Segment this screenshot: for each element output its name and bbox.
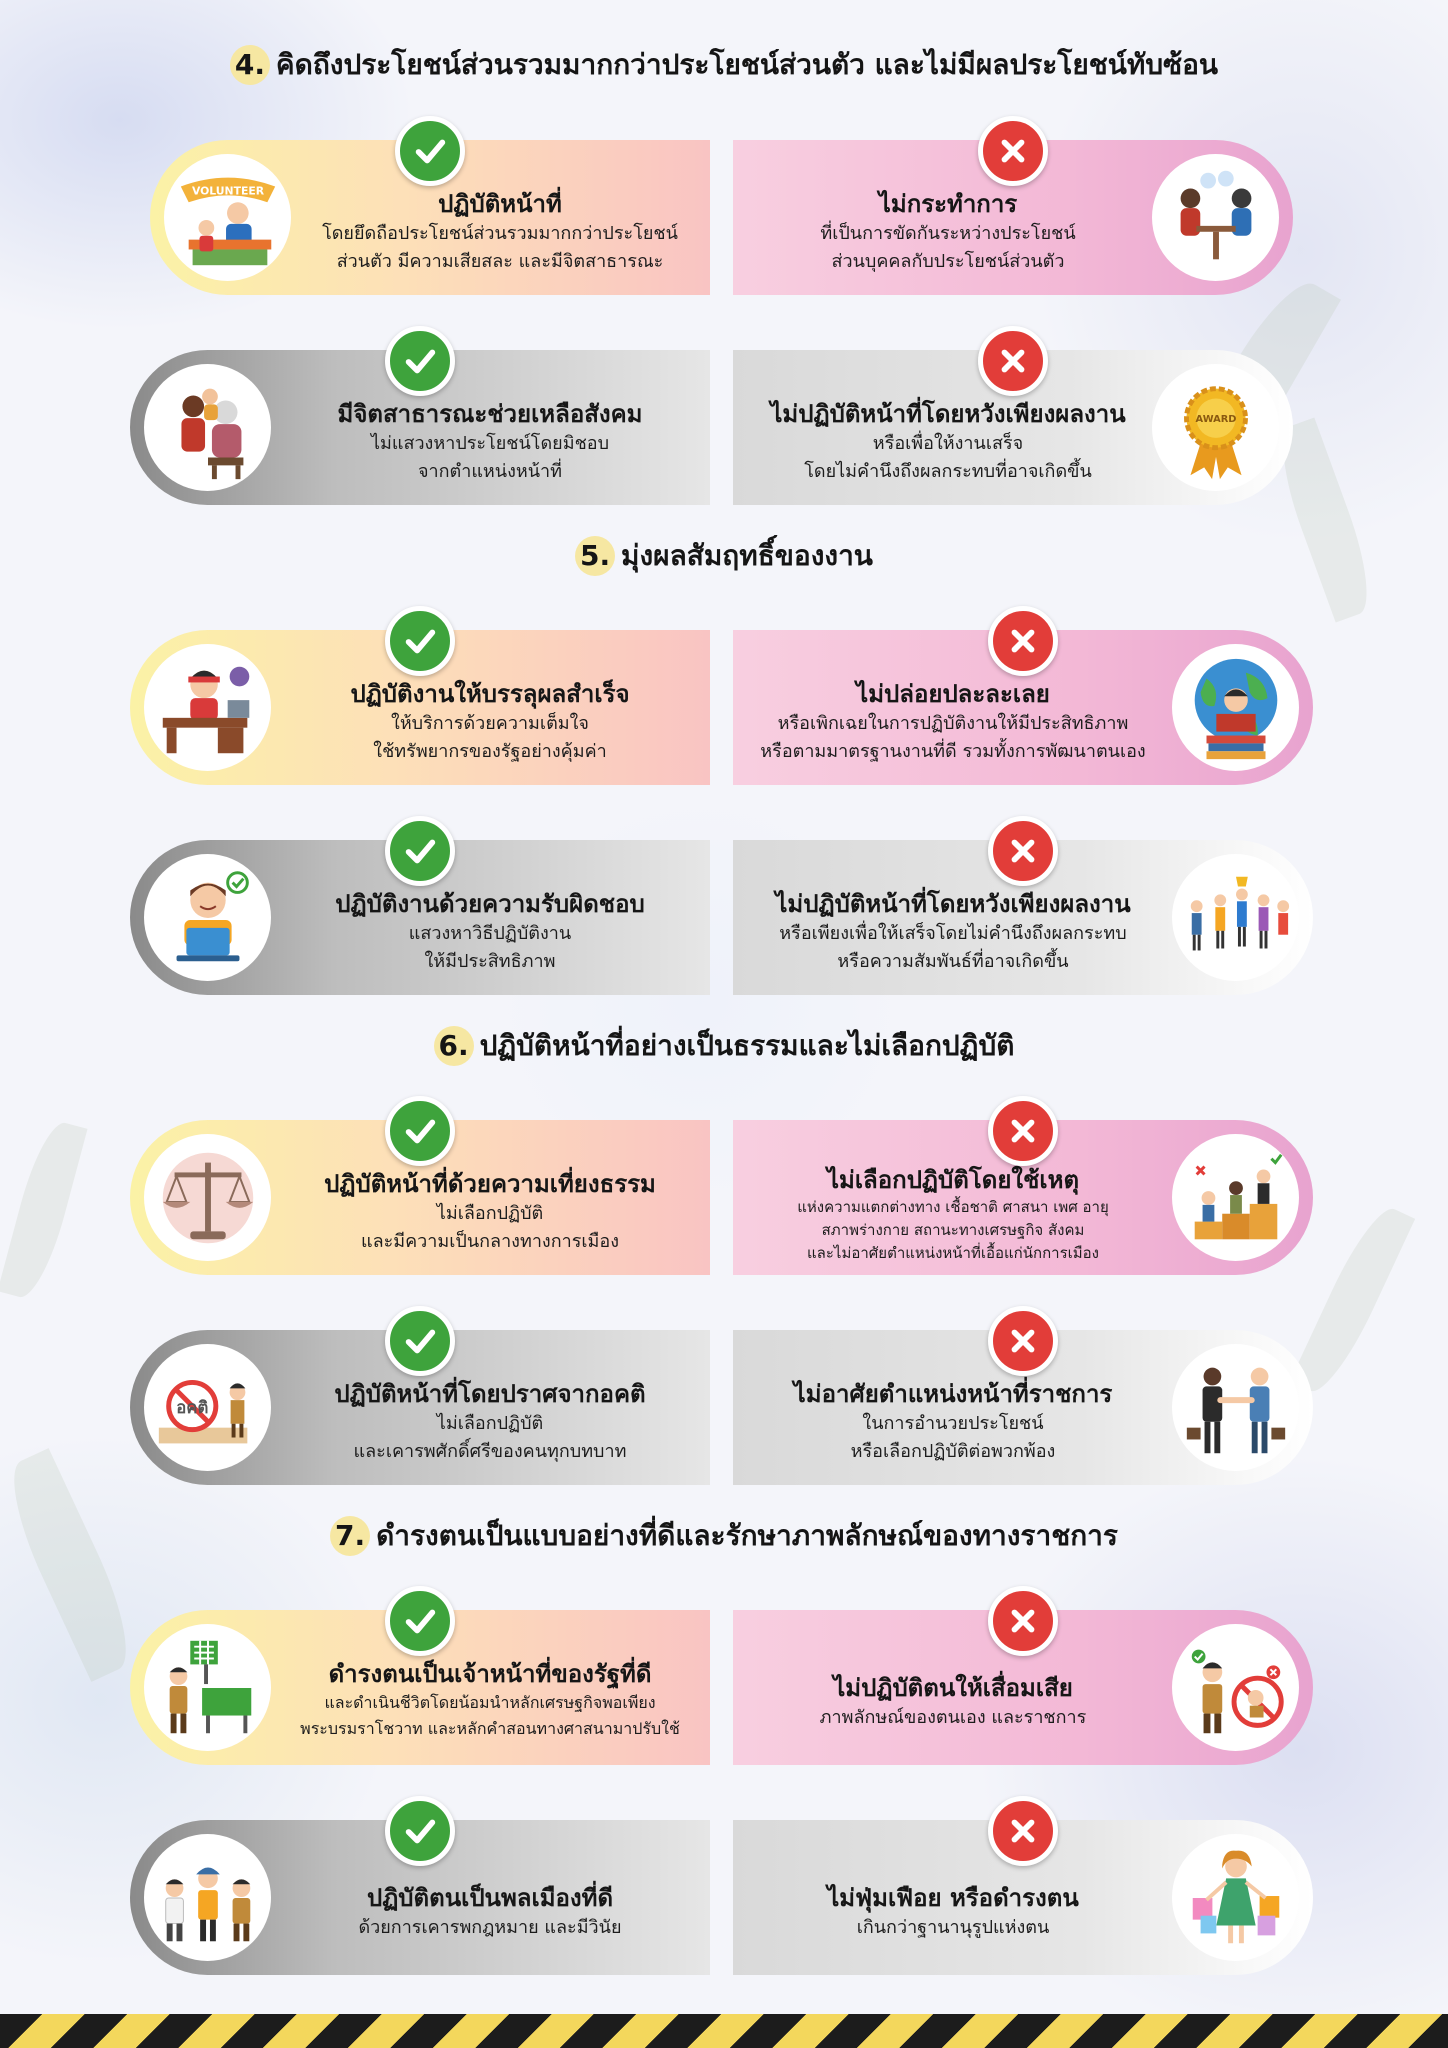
card-text (290, 1882, 690, 1942)
card-title: ไม่อาศัยตำแหน่งหน้าที่ราชการ (793, 1380, 1113, 1408)
card-desc-line: โดยไม่คำนึงถึงผลกระทบที่อาจเกิดขึ้น (804, 461, 1092, 482)
check-icon (385, 1306, 455, 1376)
card-desc-line: ส่วนบุคคลกับประโยชน์ส่วนตัว (831, 251, 1065, 272)
card-desc-line: ภาพลักษณ์ของตนเอง และราชการ (819, 1707, 1087, 1728)
card-do-good-officer (130, 1610, 710, 1765)
card-text (300, 188, 700, 276)
section-title-7: 7. ดำรงตนเป็นแบบอย่างที่ดีและรักษาภาพลักษณ์ของทางราชการ (0, 1513, 1448, 1558)
card-text (733, 888, 1173, 976)
card-title: ปฏิบัติงานให้บรรลุผลสำเร็จ (350, 680, 630, 708)
card-do-responsible (130, 840, 710, 995)
cross-icon (978, 326, 1048, 396)
section-title-5: 5. มุ่งผลสัมฤทธิ์ของงาน (0, 533, 1448, 578)
meeting-icon (1152, 154, 1279, 281)
card-title: มีจิตสาธารณะช่วยเหลือสังคม (337, 400, 643, 428)
card-title: ไม่กระทำการ (878, 190, 1018, 218)
officer-ballot-icon (144, 1624, 271, 1751)
card-text (290, 678, 690, 766)
card-desc-line: หรือเพิกเฉยในการปฏิบัติงานให้มีประสิทธิภาพ (777, 713, 1129, 734)
card-desc-line: สภาพร่างกาย สถานะทางเศรษฐกิจ สังคม (821, 1221, 1085, 1239)
card-title: ไม่ปฏิบัติหน้าที่โดยหวังเพียงผลงาน (770, 400, 1126, 428)
section-number: 7. (330, 1516, 370, 1556)
section-number: 6. (434, 1026, 474, 1066)
volunteer-icon (164, 154, 291, 281)
card-dont-only-results (733, 350, 1293, 505)
citizens-icon (144, 1834, 271, 1961)
caution-stripe (0, 2014, 1448, 2048)
cross-icon (988, 1306, 1058, 1376)
card-do-fair (130, 1120, 710, 1275)
card-dont-conflict (733, 140, 1293, 295)
card-desc-line: ส่วนตัว มีความเสียสละ และมีจิตสาธารณะ (336, 251, 664, 272)
card-desc-line: และไม่อาศัยตำแหน่งหน้าที่เอื้อแก่นักการเมือง (807, 1244, 1099, 1262)
card-title: ไม่ปฏิบัติหน้าที่โดยหวังเพียงผลงาน (775, 890, 1131, 918)
card-desc-line: พระบรมราโชวาท และหลักคำสอนทางศาสนามาปรับใช้ (300, 1719, 680, 1738)
justice-scale-icon (144, 1134, 271, 1261)
diverse-people-icon (1172, 1134, 1299, 1261)
cross-icon (988, 816, 1058, 886)
card-text (275, 1658, 705, 1742)
card-desc-line: แห่งความแตกต่างทาง เชื้อชาติ ศาสนา เพศ อายุ (797, 1198, 1109, 1216)
celebrating-team-icon (1172, 854, 1299, 981)
svg-text:อคติ: อคติ (175, 1396, 208, 1417)
check-icon (385, 326, 455, 396)
card-desc-line: ที่เป็นการขัดกันระหว่างประโยชน์ (820, 223, 1076, 244)
card-desc-line: ไม่เลือกปฏิบัติ (436, 1203, 544, 1224)
card-title: ไม่เลือกปฏิบัติโดยใช้เหตุ (826, 1166, 1080, 1194)
card-desc-line: เกินกว่าฐานานุรูปแห่งตน (856, 1917, 1050, 1938)
card-desc-line: ให้มีประสิทธิภาพ (424, 951, 556, 972)
card-title: ไม่ปล่อยปละละเลย (856, 680, 1050, 708)
svg-text:AWARD: AWARD (1195, 413, 1236, 425)
card-title: ปฏิบัติงานด้วยความรับผิดชอบ (335, 890, 645, 918)
laptop-worker-icon (144, 854, 271, 981)
card-desc-line: ให้บริการด้วยความเต็มใจ (391, 713, 589, 734)
card-text (733, 1882, 1173, 1942)
card-do-good-citizen (130, 1820, 710, 1975)
check-icon (385, 1796, 455, 1866)
card-desc-line: หรือความสัมพันธ์ที่อาจเกิดขึ้น (837, 951, 1069, 972)
card-title: ไม่ฟุ่มเฟือย หรือดำรงตน (827, 1884, 1079, 1912)
cross-icon (988, 1096, 1058, 1166)
card-dont-misuse-position (733, 1330, 1313, 1485)
check-icon (385, 606, 455, 676)
card-title: ดำรงตนเป็นเจ้าหน้าที่ของรัฐที่ดี (328, 1660, 652, 1688)
card-dont-disgrace (733, 1610, 1313, 1765)
card-dont-discriminate (733, 1120, 1313, 1275)
card-text (733, 1378, 1173, 1466)
card-desc-line: ใช้ทรัพยากรของรัฐอย่างคุ้มค่า (373, 741, 607, 762)
section-number: 5. (575, 536, 615, 576)
family-care-icon (144, 364, 271, 491)
card-desc-line: หรือตามมาตรฐานงานที่ดี รวมทั้งการพัฒนาตนเอง (760, 741, 1146, 762)
card-desc-line: หรือเพียงเพื่อให้เสร็จโดยไม่คำนึงถึงผลกระทบ (779, 923, 1127, 944)
section-title-6: 6. ปฏิบัติหน้าที่อย่างเป็นธรรมและไม่เลือกปฏิบัติ (0, 1023, 1448, 1068)
office-worker-icon (144, 644, 271, 771)
card-dont-neglect (733, 630, 1313, 785)
section-title-4: 4. คิดถึงประโยชน์ส่วนรวมมากกว่าประโยชน์ส่วนตัว และไม่มีผลประโยชน์ทับซ้อน (0, 42, 1448, 87)
card-text (290, 1168, 690, 1256)
card-desc-line: และเคารพศักดิ์ศรีของคนทุกบทบาท (353, 1441, 627, 1462)
card-do-achieve (130, 630, 710, 785)
no-gambling-icon (1172, 1624, 1299, 1751)
card-title: ปฏิบัติหน้าที่ (438, 190, 562, 218)
award-ribbon-icon (1152, 364, 1279, 491)
check-icon (385, 1586, 455, 1656)
cross-icon (988, 1586, 1058, 1656)
card-dont-extravagant (733, 1820, 1313, 1975)
check-icon (395, 116, 465, 186)
card-desc-line: จากตำแหน่งหน้าที่ (417, 461, 563, 482)
card-text (733, 1164, 1173, 1265)
section-number: 4. (230, 45, 270, 85)
card-do-public-interest (150, 140, 710, 295)
card-text (743, 398, 1153, 486)
check-icon (385, 1096, 455, 1166)
card-text (290, 1378, 690, 1466)
card-title: ปฏิบัติหน้าที่ด้วยความเที่ยงธรรม (324, 1170, 656, 1198)
card-text (290, 398, 690, 486)
card-text (290, 888, 690, 976)
shopping-woman-icon (1172, 1834, 1299, 1961)
card-desc-line: หรือเลือกปฏิบัติต่อพวกพ้อง (850, 1441, 1056, 1462)
no-bias-icon (144, 1344, 271, 1471)
cross-icon (978, 116, 1048, 186)
card-desc-line: ไม่เลือกปฏิบัติ (436, 1413, 544, 1434)
card-dont-results-only-2 (733, 840, 1313, 995)
card-desc-line: ในการอำนวยประโยชน์ (862, 1413, 1044, 1434)
card-text (733, 1672, 1173, 1732)
card-desc-line: แสวงหาวิธีปฏิบัติงาน (408, 923, 572, 944)
check-icon (385, 816, 455, 886)
card-desc-line: และมีความเป็นกลางทางการเมือง (360, 1231, 620, 1252)
svg-text:VOLUNTEER: VOLUNTEER (191, 183, 264, 197)
handshake-icon (1172, 1344, 1299, 1471)
card-title: ปฏิบัติหน้าที่โดยปราศจากอคติ (334, 1380, 646, 1408)
card-title: ปฏิบัติตนเป็นพลเมืองที่ดี (366, 1884, 614, 1912)
card-desc-line: โดยยึดถือประโยชน์ส่วนรวมมากกว่าประโยชน์ (322, 223, 678, 244)
card-title: ไม่ปฏิบัติตนให้เสื่อมเสีย (833, 1674, 1073, 1702)
card-do-public-mind (130, 350, 710, 505)
card-desc-line: ไม่แสวงหาประโยชน์โดยมิชอบ (370, 433, 610, 454)
card-desc-line: ด้วยการเคารพกฎหมาย และมีวินัย (358, 1917, 622, 1938)
card-text (743, 188, 1153, 276)
cross-icon (988, 606, 1058, 676)
card-do-no-bias (130, 1330, 710, 1485)
cross-icon (988, 1796, 1058, 1866)
card-desc-line: และดำเนินชีวิตโดยน้อมนำหลักเศรษฐกิจพอเพียง (324, 1693, 656, 1712)
card-desc-line: หรือเพื่อให้งานเสร็จ (872, 433, 1024, 454)
globe-reader-icon (1172, 644, 1299, 771)
card-text (733, 678, 1173, 766)
